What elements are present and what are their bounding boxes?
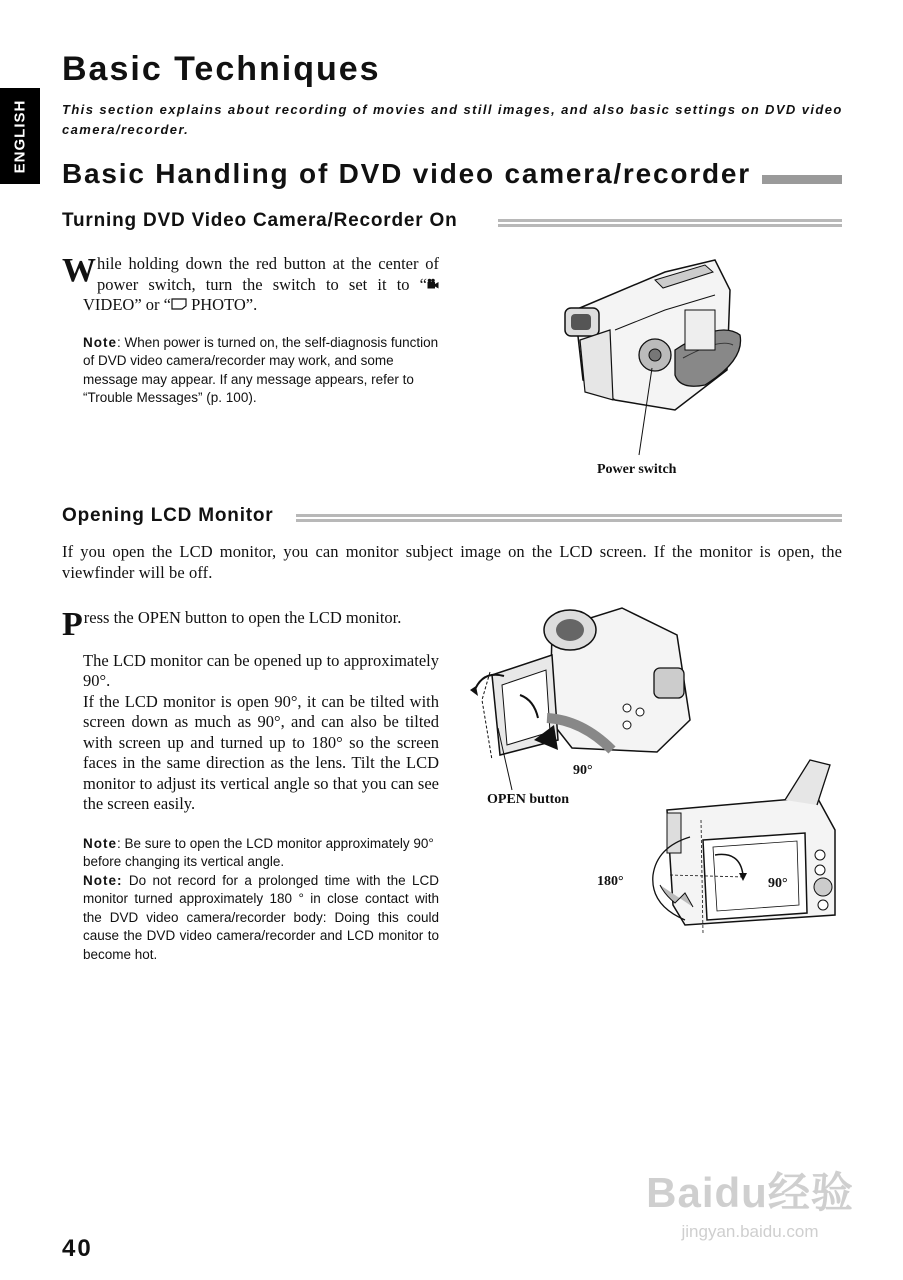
turning-on-text	[62, 252, 439, 408]
label-180-degrees: 180°	[597, 874, 624, 889]
dropcap: W	[62, 252, 96, 289]
video-mode-icon	[427, 275, 439, 294]
camera-illustration-power-switch	[555, 250, 755, 465]
page-intro: This section explains about recording of movies and still images, and also basic settings on DVD video camera/recorder.	[62, 102, 843, 137]
note-open-angle: Note: Be sure to open the LCD monitor approximately 90° before changing its vertical angle.	[83, 835, 434, 869]
page-title: Basic Techniques	[62, 50, 381, 88]
lcd-step: Press the OPEN button to open the LCD monitor.	[62, 606, 402, 643]
dropcap: P	[62, 606, 83, 643]
section-title-bar	[762, 175, 842, 184]
lcd-open-range: The LCD monitor can be opened up to approximately 90°.	[83, 650, 439, 690]
subsection-rule	[296, 514, 842, 522]
section-title: Basic Handling of DVD video camera/recorder	[62, 158, 751, 189]
label-90-degrees: 90°	[573, 763, 593, 778]
caption-open-button: OPEN button	[487, 792, 570, 807]
label-90-degrees: 90°	[768, 876, 788, 891]
note-heat-warning: Note: Do not record for a prolonged time with the LCD monitor turned approximately 180 ° in close contact with the DVD video camera/recorder body: Doing this could cause the DVD video camera/recorder and LCD monitor to become hot.	[83, 872, 439, 962]
subsection-rule	[498, 219, 842, 227]
language-tab	[0, 88, 40, 184]
turning-on-instruction: While holding down the red button at the center of power switch, turn the switch to set it to “ VIDEO” or “ PHOTO”.	[62, 252, 439, 314]
photo-mode-icon	[171, 295, 187, 314]
page-number: 40	[62, 1235, 93, 1262]
note-self-diagnosis: Note: When power is turned on, the self-diagnosis function of DVD video camera/recorder may work, and some message may appear. If any message appears, refer to “Trouble Messages” (p. 100).	[83, 334, 439, 405]
lcd-tilt-info: If the LCD monitor is open 90°, it can be tilted with screen down as much as 90°, and can also be tilted with screen up and turned up to 180° so the screen faces in the same direction as the lens. Tilt the LCD monitor to adjust its vertical angle so that you can see the screen easily.	[83, 691, 439, 813]
watermark	[640, 1160, 860, 1242]
camera-illustration-lcd-rotate	[645, 755, 845, 940]
subsection-title-turning-on: Turning DVD Video Camera/Recorder On	[62, 210, 458, 231]
caption-power-switch: Power switch	[597, 462, 677, 477]
language-tab-label: ENGLISH	[11, 99, 29, 173]
lcd-text	[62, 606, 439, 964]
lcd-intro: If you open the LCD monitor, you can monitor subject image on the LCD screen. If the monitor is open, the viewfinder will be off.	[62, 542, 842, 582]
subsection-title-lcd: Opening LCD Monitor	[62, 505, 274, 526]
watermark-brand: Baidu经验	[646, 1169, 854, 1216]
watermark-url: jingyan.baidu.com	[681, 1222, 819, 1241]
